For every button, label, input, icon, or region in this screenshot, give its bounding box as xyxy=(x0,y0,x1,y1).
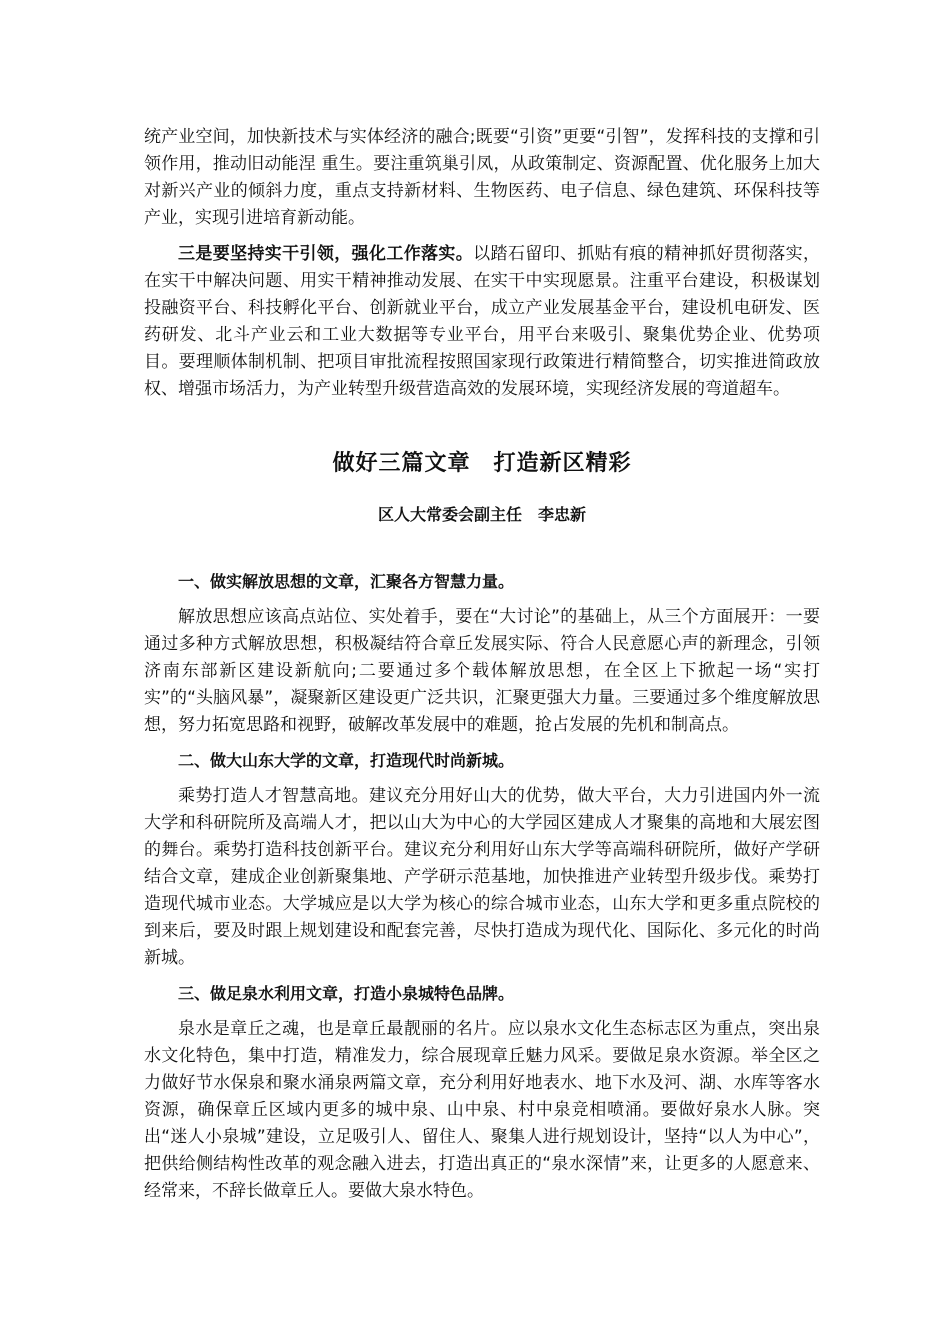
article-byline: 区人大常委会副主任 李忠新 xyxy=(377,505,586,524)
article-title: 做好三篇文章 打造新区精彩 xyxy=(332,451,632,476)
intro-paragraph-2-lead: 三是要坚持实干引领，强化工作落实。 xyxy=(178,244,474,264)
intro-paragraph-1: 统产业空间，加快新技术与实体经济的融合;既要“引资”更要“引智”，发挥科技的支撑和引领作用，推动旧动能涅 重生。要注重筑巢引凤，从政策制定、资源配置、优化服务上加大对新兴产业的倾斜力度，重点支持新材料、生物医药、电子信息、绿色建筑、环保科技等产业，实现引进培育新动能。 xyxy=(144,127,820,228)
section-heading-2: 二、做大山东大学的文章，打造现代时尚新城。 xyxy=(178,751,515,770)
section-heading-3: 三、做足泉水利用文章，打造小泉城特色品牌。 xyxy=(178,984,515,1003)
section-heading-1: 一、做实解放思想的文章，汇聚各方智慧力量。 xyxy=(178,572,515,591)
section-body-3: 泉水是章丘之魂，也是章丘最靓丽的名片。应以泉水文化生态标志区为重点，突出泉水文化特色，集中打造，精准发力，综合展现章丘魅力风采。要做足泉水资源。举全区之力做好节水保泉和聚水涌泉两篇文章，充分利用好地表水、地下水及河、湖、水库等客水资源，确保章丘区域内更多的城中泉、山中泉、村中泉竞相喷涌。要做好泉水人脉。突出“迷人小泉城”建设，立足吸引人、留住人、聚集人进行规划设计，坚持“以人为中心”，把供给侧结构性改革的观念融入进去，打造出真正的“泉水深情”来，让更多的人愿意来、经常来，不辞长做章丘人。要做大泉水特色。 xyxy=(144,1019,820,1201)
section-body-2: 乘势打造人才智慧高地。建议充分用好山大的优势，做大平台，大力引进国内外一流大学和科研院所及高端人才，把以山大为中心的大学园区建成人才聚集的高地和大展宏图的舞台。乘势打造科技创新平台。建议充分利用好山东大学等高端科研院所，做好产学研结合文章，建成企业创新聚集地、产学研示范基地，加快推进产业转型升级步伐。乘势打造现代城市业态。大学城应是以大学为核心的综合城市业态，山东大学和更多重点院校的到来后，要及时跟上规划建设和配套完善，尽快打造成为现代化、国际化、多元化的时尚新城。 xyxy=(144,786,820,968)
intro-paragraph-2 xyxy=(144,241,820,403)
intro-paragraph-2-body: 以踏石留印、抓贴有痕的精神抓好贯彻落实，在实干中解决问题、用实干精神推动发展、在实干中实现愿景。注重平台建设，积极谋划投融资平台、科技孵化平台、创新就业平台，成立产业发展基金平台，建设机电研发、医药研发、北斗产业云和工业大数据等专业平台，用平台来吸引、聚集优势企业、优势项目。要理顺体制机制、把项目审批流程按照国家现行政策进行精简整合，切实推进简政放权、增强市场活力，为产业转型升级营造高效的发展环境，实现经济发展的弯道超车。 xyxy=(144,244,821,399)
section-body-1: 解放思想应该高点站位、实处着手，要在“大讨论”的基础上，从三个方面展开：一要通过多种方式解放思想，积极凝结符合章丘发展实际、符合人民意愿心声的新理念，引领济南东部新区建设新航向;二要通过多个载体解放思想，在全区上下掀起一场“实打实”的“头脑风暴”，凝聚新区建设更广泛共识，汇聚更强大力量。三要通过多个维度解放思想，努力拓宽思路和视野，破解改革发展中的难题，抢占发展的先机和制高点。 xyxy=(144,607,820,735)
document-page xyxy=(144,124,820,1205)
